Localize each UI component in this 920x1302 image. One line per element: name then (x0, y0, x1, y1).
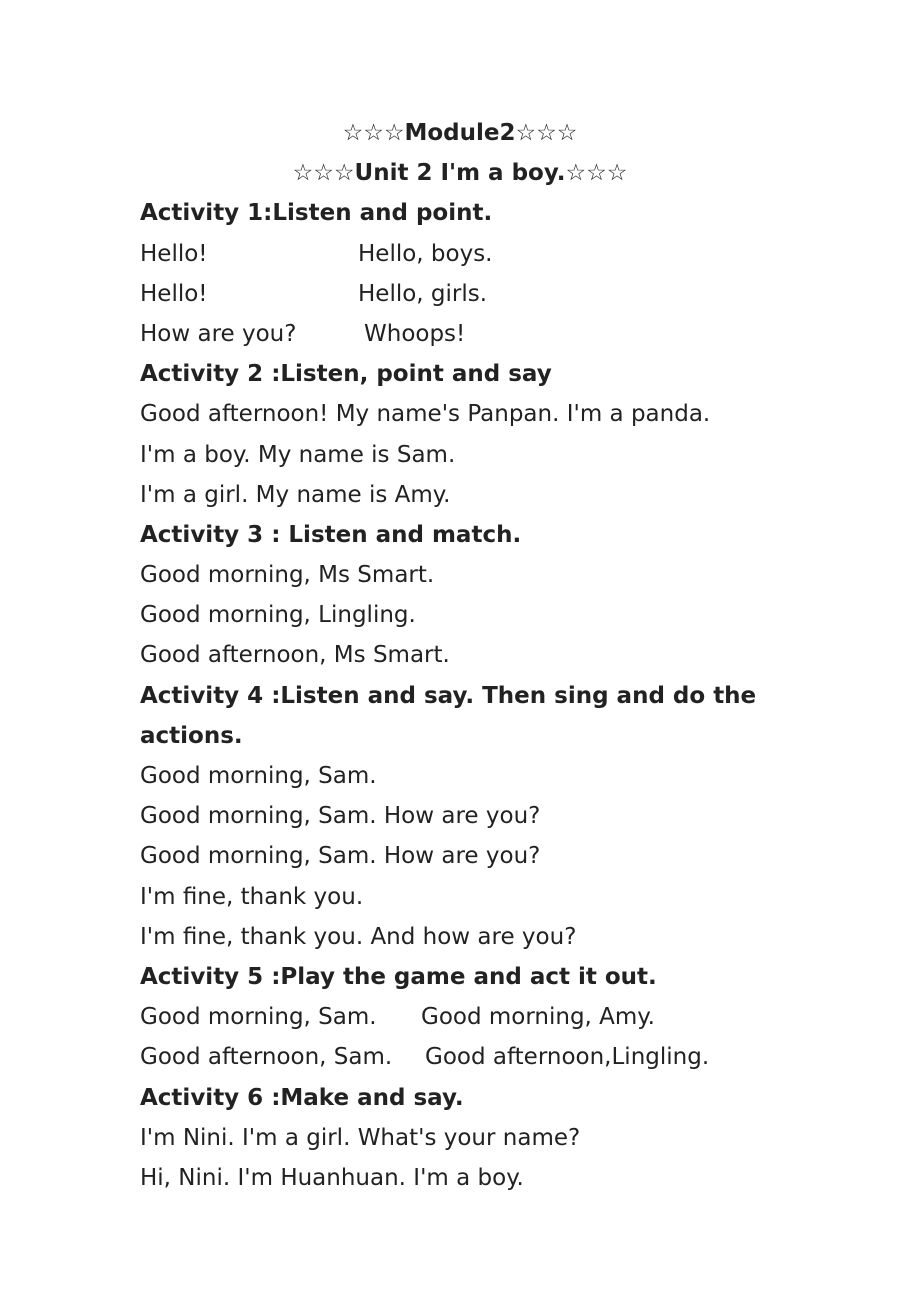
activity-6-heading: Activity 6 :Make and say. (140, 1084, 464, 1111)
activity-4-line: Good morning, Sam. How are you? (140, 803, 541, 830)
activity-4-line: Good morning, Sam. (140, 763, 377, 789)
activity-2-line: I'm a girl. My name is Amy. (140, 481, 451, 508)
activity-5-right-text: Good afternoon,Lingling. (425, 1044, 710, 1071)
activity-3-line: Good morning, Ms Smart. (140, 562, 435, 589)
activity-5-row (140, 997, 780, 1037)
activity-2-heading: Activity 2 :Listen, point and say (140, 361, 552, 388)
activity-4-heading: Activity 4 :Listen and say. Then sing and do the (140, 682, 757, 709)
activity-1-left-text: Hello! (140, 240, 208, 267)
activity-4-line: I'm fine, thank you. And how are you? (140, 923, 577, 950)
activity-1-right-text: Hello, girls. (358, 280, 488, 307)
activity-5-heading: Activity 5 :Play the game and act it out. (140, 963, 657, 990)
activity-4-heading-continued: actions. (140, 722, 243, 749)
activity-6-line: Hi, Nini. I'm Huanhuan. I'm a boy. (140, 1164, 524, 1191)
activity-3-line: Good morning, Lingling. (140, 602, 416, 629)
activity-1-row (140, 314, 780, 354)
activity-5-left-text: Good afternoon, Sam. (140, 1044, 393, 1071)
activity-5-row (140, 1037, 780, 1077)
activity-6-line: I'm Nini. I'm a girl. What's your name? (140, 1124, 581, 1151)
activity-4-line: I'm fine, thank you. (140, 883, 364, 910)
activity-1-heading: Activity 1:Listen and point. (140, 200, 493, 227)
activity-1-row (140, 234, 780, 274)
module-title: ☆☆☆Module2☆☆☆ (342, 120, 578, 146)
activity-1-row (140, 274, 780, 314)
activity-2-line: I'm a boy. My name is Sam. (140, 441, 456, 468)
activity-1-right-text: Hello, boys. (358, 240, 493, 267)
document-page (140, 113, 780, 1198)
activity-3-line: Good afternoon, Ms Smart. (140, 642, 450, 669)
activity-1-left-text: Hello! (140, 280, 208, 307)
activity-1-right-text: Whoops! (364, 320, 466, 347)
activity-1-left-text: How are you? (140, 320, 297, 347)
activity-5-left-text: Good morning, Sam. (140, 1004, 377, 1031)
activity-3-heading: Activity 3 : Listen and match. (140, 521, 522, 548)
activity-5-right-text: Good morning, Amy. (421, 1004, 655, 1031)
activity-4-line: Good morning, Sam. How are you? (140, 843, 541, 870)
activity-2-line: Good afternoon! My name's Panpan. I'm a panda. (140, 401, 711, 428)
unit-title: ☆☆☆Unit 2 I'm a boy.☆☆☆ (292, 160, 628, 187)
